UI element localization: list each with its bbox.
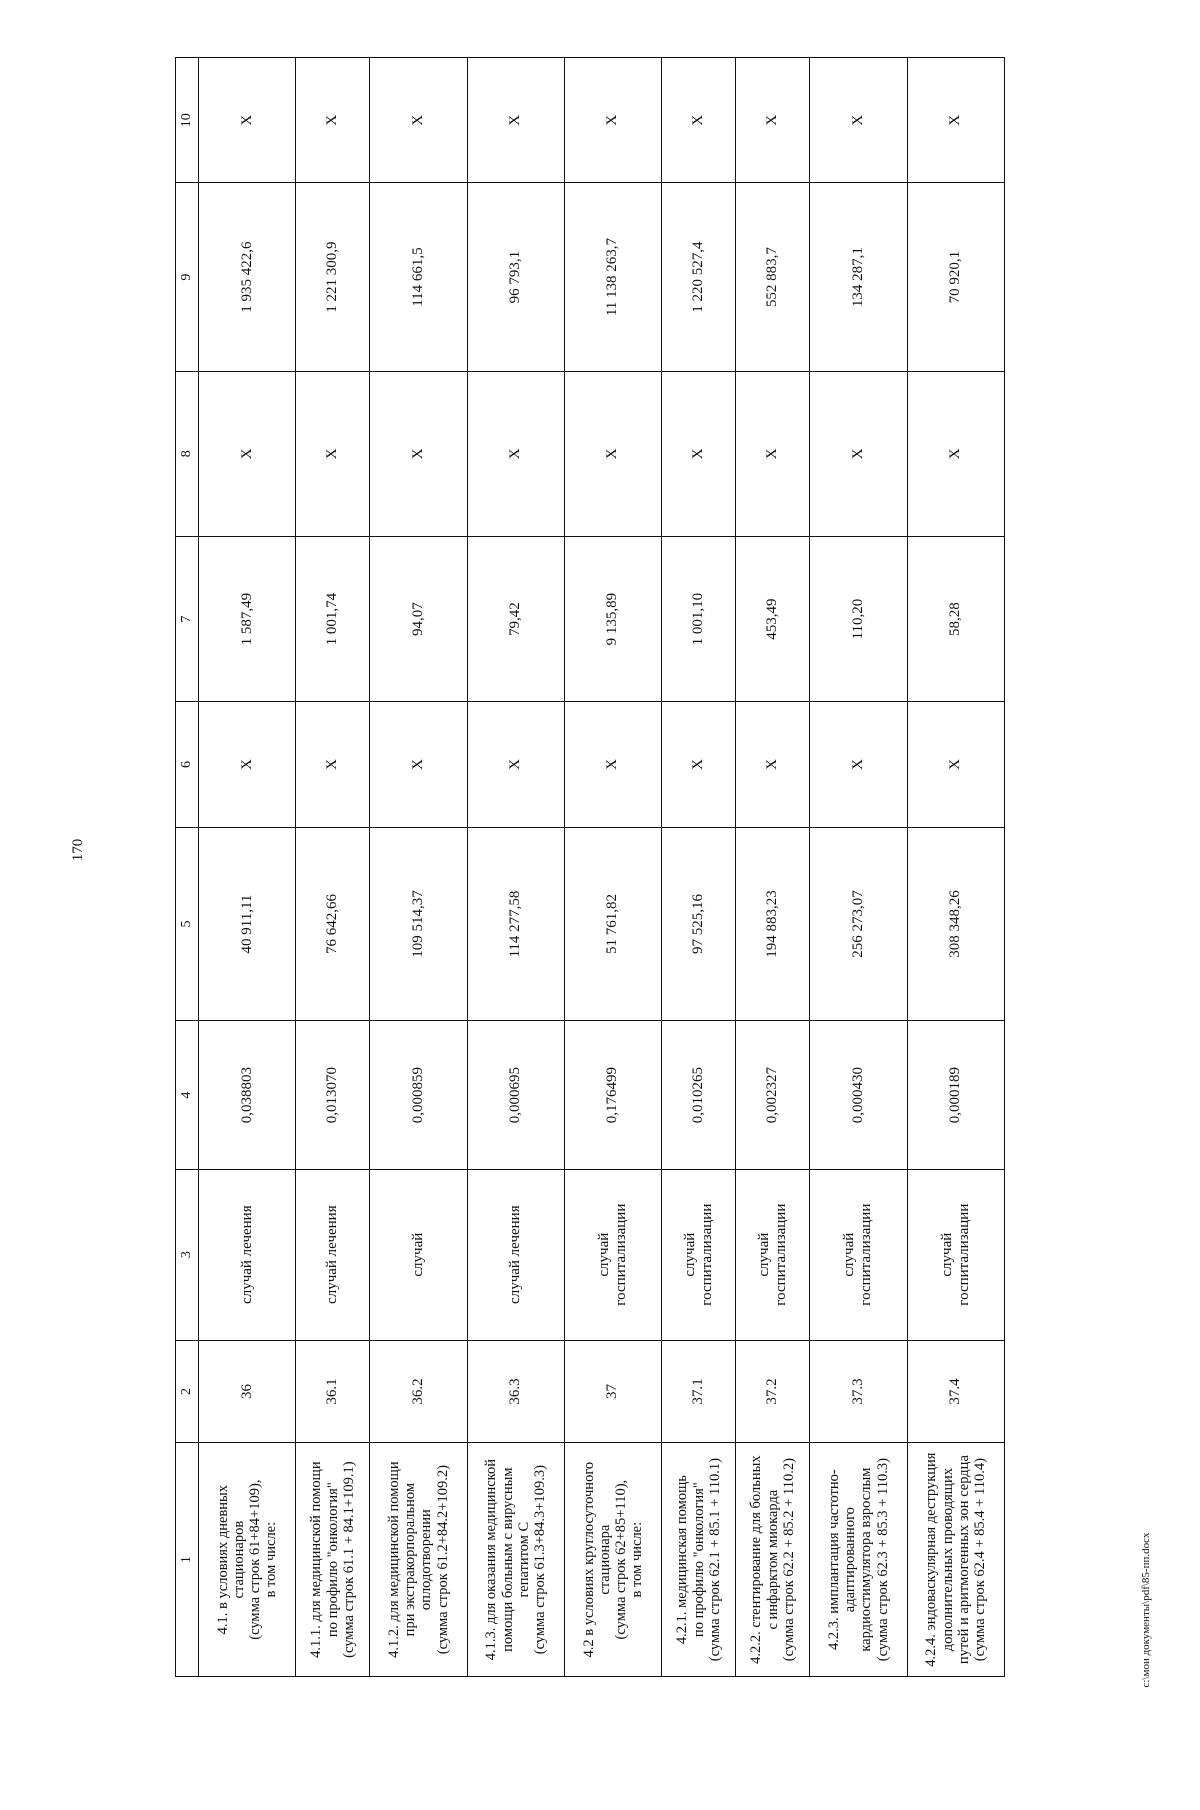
- table-cell-col1: [907, 1443, 1004, 1677]
- table-cell-col8: Х: [199, 371, 296, 536]
- table-cell-col9: 1 221 300,9: [296, 183, 370, 371]
- table-cell-col10: Х: [296, 58, 370, 184]
- table-cell-col5: 308 348,26: [907, 827, 1004, 1021]
- table-cell-col2: 36: [199, 1340, 296, 1443]
- table-cell-col5: 109 514,37: [370, 827, 467, 1021]
- table-cell-col6: Х: [736, 702, 810, 827]
- table-cell-col1: [296, 1443, 370, 1677]
- table-cell-col4: 0,176499: [564, 1021, 661, 1169]
- table-cell-col8: Х: [296, 371, 370, 536]
- table-row: [907, 58, 1004, 1677]
- table-cell-col4: 0,038803: [199, 1021, 296, 1169]
- table-cell-col1: [662, 1443, 736, 1677]
- table-cell-col6: Х: [662, 702, 736, 827]
- cell-line: путей и аритмогенных зон сердца: [955, 1455, 972, 1665]
- table-cell-col1: [370, 1443, 467, 1677]
- table-cell-col5: 76 642,66: [296, 827, 370, 1021]
- table-cell-col7: 110,20: [810, 536, 907, 701]
- cell-line: случай: [409, 1232, 426, 1277]
- table-cell-col9: 114 661,5: [370, 183, 467, 371]
- cell-line: госпитализации: [858, 1203, 875, 1306]
- table-cell-col4: 0,000859: [370, 1021, 467, 1169]
- table-cell-col1: [810, 1443, 907, 1677]
- cell-line: дополнительных проводящих: [939, 1468, 956, 1652]
- table-cell-col4: 0,010265: [662, 1021, 736, 1169]
- table-cell-col7: 9 135,89: [564, 536, 661, 701]
- table-cell-col2: 37.1: [662, 1340, 736, 1443]
- table-cell-col3: [296, 1169, 370, 1340]
- table-cell-col4: 0,002327: [736, 1021, 810, 1169]
- column-number-9: 9: [176, 183, 199, 371]
- table-row: [662, 58, 736, 1677]
- column-number-2: 2: [176, 1340, 199, 1443]
- cell-line: с инфарктом миокарда: [764, 1489, 781, 1630]
- table-cell-col10: Х: [907, 58, 1004, 184]
- cell-line: госпитализации: [698, 1203, 715, 1306]
- table-cell-col3: [907, 1169, 1004, 1340]
- cell-line: (сумма строк 61.2+84.2+109.2): [434, 1465, 451, 1655]
- table-cell-col5: 51 761,82: [564, 827, 661, 1021]
- cell-line: в том числе:: [263, 1521, 280, 1598]
- cell-line: по профилю "онкология": [324, 1482, 341, 1638]
- table-cell-col7: 453,49: [736, 536, 810, 701]
- table-cell-col9: 1 935 422,6: [199, 183, 296, 371]
- table-row: [564, 58, 661, 1677]
- table-body: [176, 58, 1005, 1677]
- cell-line: 4.1.3. для оказания медицинской: [483, 1459, 500, 1661]
- table-cell-col10: Х: [467, 58, 564, 184]
- table-rotation-frame: [175, 57, 1005, 1677]
- table-cell-col9: 134 287,1: [810, 183, 907, 371]
- table-cell-col8: Х: [467, 371, 564, 536]
- table-cell-col5: 97 525,16: [662, 827, 736, 1021]
- table-cell-col10: Х: [199, 58, 296, 184]
- cell-line: 4.2 в условиях круглосуточного: [580, 1461, 597, 1658]
- table-cell-col8: Х: [564, 371, 661, 536]
- cell-line: (сумма строк 62+85+110),: [613, 1479, 630, 1640]
- column-number-3: 3: [176, 1169, 199, 1340]
- cell-line: 4.1.2. для медицинской помощи: [386, 1461, 403, 1658]
- cell-line: 4.2.3. имплантация частотно-: [826, 1469, 842, 1650]
- table-row: [467, 58, 564, 1677]
- table-cell-col3: [199, 1169, 296, 1340]
- column-number-7: 7: [176, 536, 199, 701]
- cell-line: гепатитом С: [515, 1521, 532, 1598]
- table-cell-col7: 1 001,10: [662, 536, 736, 701]
- table-cell-col8: Х: [907, 371, 1004, 536]
- table-cell-col3: [662, 1169, 736, 1340]
- table-cell-col7: 58,28: [907, 536, 1004, 701]
- cell-line: случай: [681, 1232, 698, 1277]
- table-cell-col8: Х: [370, 371, 467, 536]
- table-cell-col9: 11 138 263,7: [564, 183, 661, 371]
- table-cell-col2: 37.4: [907, 1340, 1004, 1443]
- table-cell-col5: 40 911,11: [199, 827, 296, 1021]
- cell-line: (сумма строк 62.3 + 85.3 + 110.3): [874, 1458, 891, 1662]
- table-cell-col7: 1 001,74: [296, 536, 370, 701]
- table-cell-col9: 552 883,7: [736, 183, 810, 371]
- table-cell-col6: Х: [564, 702, 661, 827]
- cell-line: случай лечения: [324, 1205, 341, 1304]
- cell-line: стационара: [596, 1524, 613, 1595]
- cell-line: случай: [938, 1232, 955, 1277]
- table-cell-col7: 1 587,49: [199, 536, 296, 701]
- table-cell-col3: [736, 1169, 810, 1340]
- table-cell-col10: Х: [564, 58, 661, 184]
- table-row: [810, 58, 907, 1677]
- table-cell-col4: 0,000189: [907, 1021, 1004, 1169]
- cell-line: 4.2.1. медицинская помощь: [674, 1475, 691, 1645]
- table-cell-col6: Х: [370, 702, 467, 827]
- table-cell-col4: 0,000430: [810, 1021, 907, 1169]
- cell-line: в том числе:: [629, 1521, 646, 1598]
- cell-line: оплодотворении: [418, 1509, 435, 1611]
- cell-line: помощи больным с вирусным: [499, 1467, 516, 1652]
- column-number-5: 5: [176, 827, 199, 1021]
- cell-line: 4.2.2. стентирование для больных: [748, 1455, 765, 1664]
- cell-line: 4.2.4. эндоваскулярная деструкция: [923, 1452, 940, 1667]
- cell-line: случай лечения: [238, 1205, 255, 1304]
- cell-line: (сумма строк 61.1 + 84.1+109.1): [340, 1461, 357, 1658]
- table-cell-col10: Х: [662, 58, 736, 184]
- table-cell-col6: Х: [296, 702, 370, 827]
- cell-line: госпитализации: [955, 1203, 972, 1306]
- column-number-1: 1: [176, 1443, 199, 1677]
- table-cell-col10: Х: [810, 58, 907, 184]
- cell-line: стационаров: [230, 1520, 247, 1599]
- table-cell-col3: [810, 1169, 907, 1340]
- table-cell-col9: 1 220 527,4: [662, 183, 736, 371]
- table-cell-col6: Х: [467, 702, 564, 827]
- table-cell-col7: 94,07: [370, 536, 467, 701]
- cell-line: при экстракорпоральном: [402, 1482, 419, 1637]
- column-number-10: 10: [176, 58, 199, 184]
- cell-line: (сумма строк 62.1 + 85.1 + 110.1): [706, 1458, 723, 1662]
- table-cell-col8: Х: [810, 371, 907, 536]
- cell-line: 4.1.1. для медицинской помощи: [308, 1461, 325, 1658]
- table-cell-col2: 37.2: [736, 1340, 810, 1443]
- table-cell-col4: 0,013070: [296, 1021, 370, 1169]
- table-cell-col9: 70 920,1: [907, 183, 1004, 371]
- table-cell-col5: 256 273,07: [810, 827, 907, 1021]
- table-cell-col9: 96 793,1: [467, 183, 564, 371]
- table-cell-col6: Х: [907, 702, 1004, 827]
- table-cell-col1: [467, 1443, 564, 1677]
- cell-line: случай лечения: [507, 1205, 524, 1304]
- table-row: [199, 58, 296, 1677]
- table-cell-col3: [564, 1169, 661, 1340]
- table-cell-col3: [467, 1169, 564, 1340]
- cell-line: случай: [755, 1232, 772, 1277]
- cell-line: (сумма строк 61+84+109),: [247, 1479, 264, 1640]
- table-row: [370, 58, 467, 1677]
- cell-line: госпитализации: [613, 1203, 630, 1306]
- table-cell-col4: 0,000695: [467, 1021, 564, 1169]
- table-cell-col8: Х: [736, 371, 810, 536]
- column-number-6: 6: [176, 702, 199, 827]
- table-cell-col5: 194 883,23: [736, 827, 810, 1021]
- table-cell-col1: [736, 1443, 810, 1677]
- table-cell-col3: [370, 1169, 467, 1340]
- cell-line: по профилю "онкология": [690, 1482, 707, 1638]
- footer-path: c:\мои документы\pdf\85-пп.docx: [1140, 1532, 1152, 1688]
- table-cell-col2: 36.3: [467, 1340, 564, 1443]
- cell-line: кардиостимулятора взрослым: [858, 1467, 875, 1652]
- table-cell-col6: Х: [810, 702, 907, 827]
- cell-line: (сумма строк 62.4 + 85.4 + 110.4): [972, 1458, 989, 1662]
- table-row: [736, 58, 810, 1677]
- cell-line: (сумма строк 61.3+84.3+109.3): [532, 1465, 549, 1655]
- table-cell-col5: 114 277,58: [467, 827, 564, 1021]
- table-cell-col6: Х: [199, 702, 296, 827]
- page-number: 170: [70, 838, 86, 862]
- table-cell-col2: 36.2: [370, 1340, 467, 1443]
- cell-line: случай: [595, 1232, 612, 1277]
- cell-line: адаптированного: [842, 1507, 859, 1613]
- table-cell-col2: 37.3: [810, 1340, 907, 1443]
- table-cell-col2: 37: [564, 1340, 661, 1443]
- data-table: [175, 57, 1005, 1677]
- table-cell-col1: [564, 1443, 661, 1677]
- table-cell-col10: Х: [736, 58, 810, 184]
- cell-line: (сумма строк 62.2 + 85.2 + 110.2): [780, 1458, 797, 1662]
- cell-line: госпитализации: [772, 1203, 789, 1306]
- cell-line: 4.1. в условиях дневных: [214, 1484, 231, 1635]
- table-row: [296, 58, 370, 1677]
- column-number-4: 4: [176, 1021, 199, 1169]
- cell-line: случай: [841, 1232, 858, 1277]
- table-wrapper: [175, 57, 1005, 1677]
- table-cell-col10: Х: [370, 58, 467, 184]
- table-cell-col1: [199, 1443, 296, 1677]
- table-cell-col2: 36.1: [296, 1340, 370, 1443]
- table-cell-col7: 79,42: [467, 536, 564, 701]
- table-cell-col8: Х: [662, 371, 736, 536]
- header-row: [176, 58, 199, 1677]
- column-number-8: 8: [176, 371, 199, 536]
